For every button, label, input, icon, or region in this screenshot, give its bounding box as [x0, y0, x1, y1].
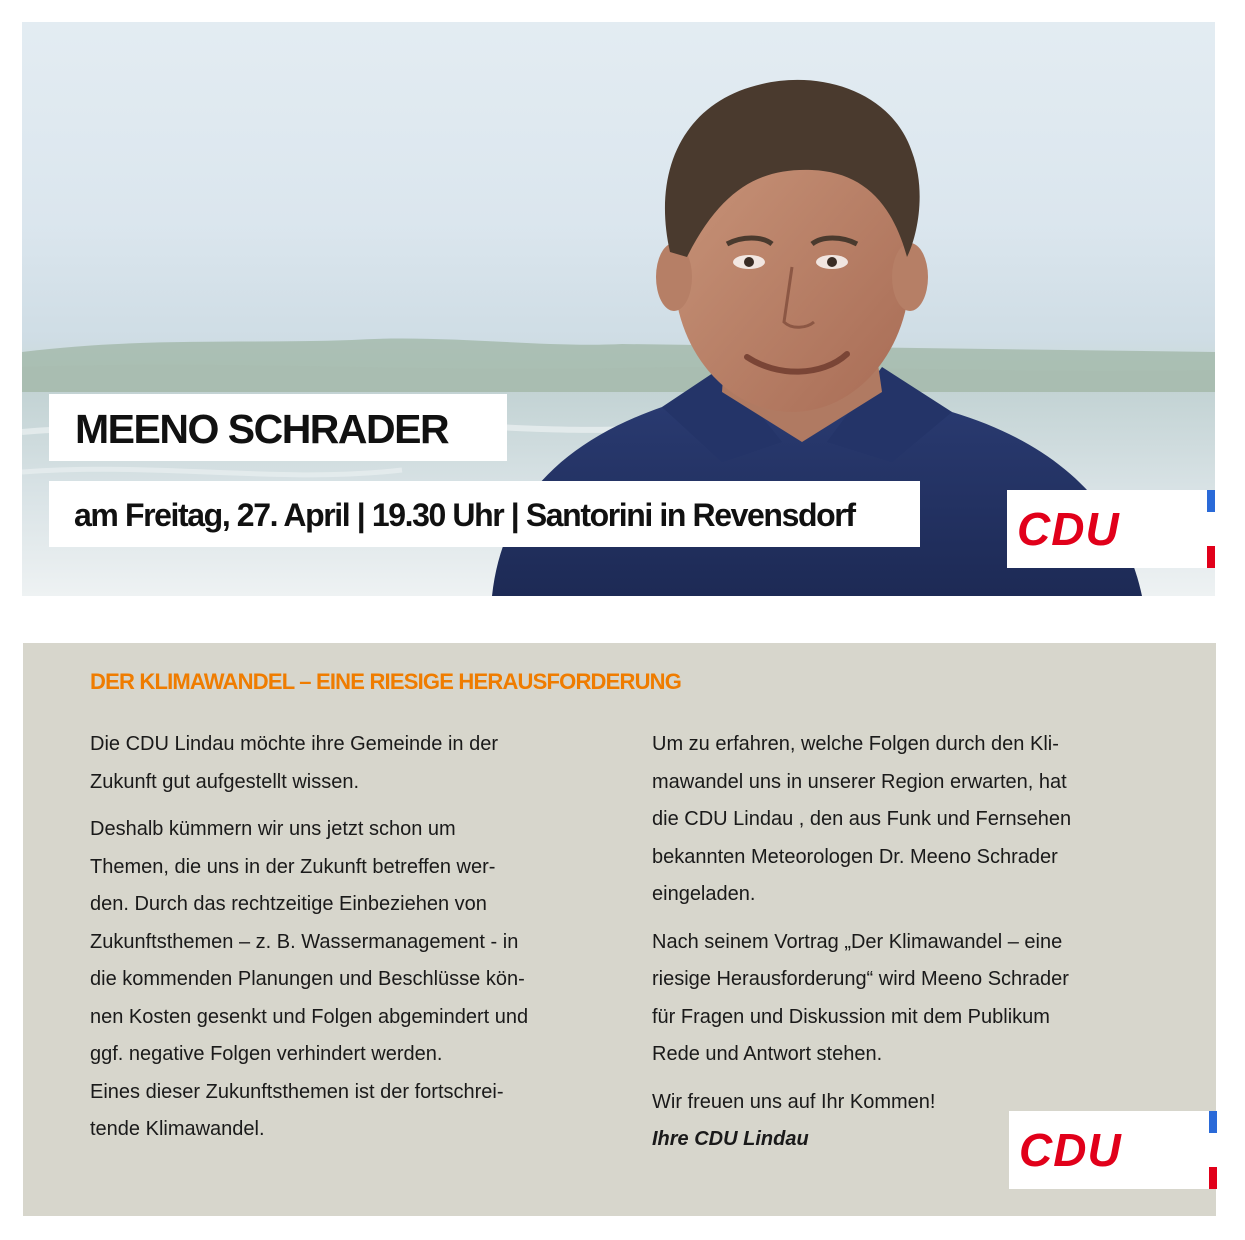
text-line: Eines dieser Zukunftsthemen ist der fortschrei- — [90, 1080, 504, 1103]
text-line: bekannten Meteorologen Dr. Meeno Schrader — [652, 845, 1058, 868]
text-line: riesige Herausforderung“ wird Meeno Schrader — [652, 968, 1069, 990]
event-details: am Freitag, 27. April | 19.30 Uhr | Santorini in Revensdorf — [74, 497, 855, 533]
text-line: Rede und Antwort stehen. — [652, 1043, 883, 1065]
text-line: Um zu erfahren, welche Folgen durch den Kli- — [652, 733, 1059, 755]
text-line: Zukunft gut aufgestellt wissen. — [90, 770, 360, 793]
text-line: nen Kosten gesenkt und Folgen abgemindert und — [90, 1005, 529, 1028]
left-column — [90, 726, 528, 1149]
signature: Ihre CDU Lindau — [652, 1128, 809, 1150]
text-line: Deshalb kümmern wir uns jetzt schon um — [90, 818, 456, 840]
right-column — [652, 726, 1071, 1159]
article-headline: DER KLIMAWANDEL – EINE RIESIGE HERAUSFORDERUNG — [90, 669, 682, 694]
text-line: Themen, die uns in der Zukunft betreffen wer- — [90, 855, 496, 878]
logo-stripe-red — [1207, 546, 1215, 568]
cdu-logo-top — [1007, 490, 1215, 568]
text-line: Nach seinem Vortrag „Der Klimawandel – eine — [652, 930, 1063, 953]
logo-stripe-blue — [1207, 490, 1215, 512]
text-line: den. Durch das rechtzeitige Einbeziehen von — [90, 893, 487, 915]
text-line: eingeladen. — [652, 883, 756, 905]
text-line: Zukunftsthemen – z. B. Wassermanagement - in — [90, 930, 519, 953]
logo-text: CDU — [1019, 1124, 1122, 1176]
text-line: für Fragen und Diskussion mit dem Publikum — [652, 1005, 1050, 1028]
text-line: mawandel uns in unserer Region erwarten, hat — [652, 770, 1067, 793]
speaker-name: MEENO SCHRADER — [75, 406, 449, 452]
logo-text: CDU — [1017, 503, 1120, 555]
closing-line: Wir freuen uns auf Ihr Kommen! — [652, 1090, 936, 1113]
text-line: Die CDU Lindau möchte ihre Gemeinde in der — [90, 733, 498, 755]
text-line: die kommenden Planungen und Beschlüsse kön- — [90, 968, 525, 990]
text-line: tende Klimawandel. — [90, 1118, 265, 1140]
text-line: die CDU Lindau , den aus Funk und Fernsehen — [652, 808, 1072, 830]
text-line: ggf. negative Folgen verhindert werden. — [90, 1043, 443, 1065]
cdu-logo-bottom — [1009, 1111, 1217, 1189]
logo-stripe-blue — [1209, 1111, 1217, 1133]
logo-stripe-red — [1209, 1167, 1217, 1189]
